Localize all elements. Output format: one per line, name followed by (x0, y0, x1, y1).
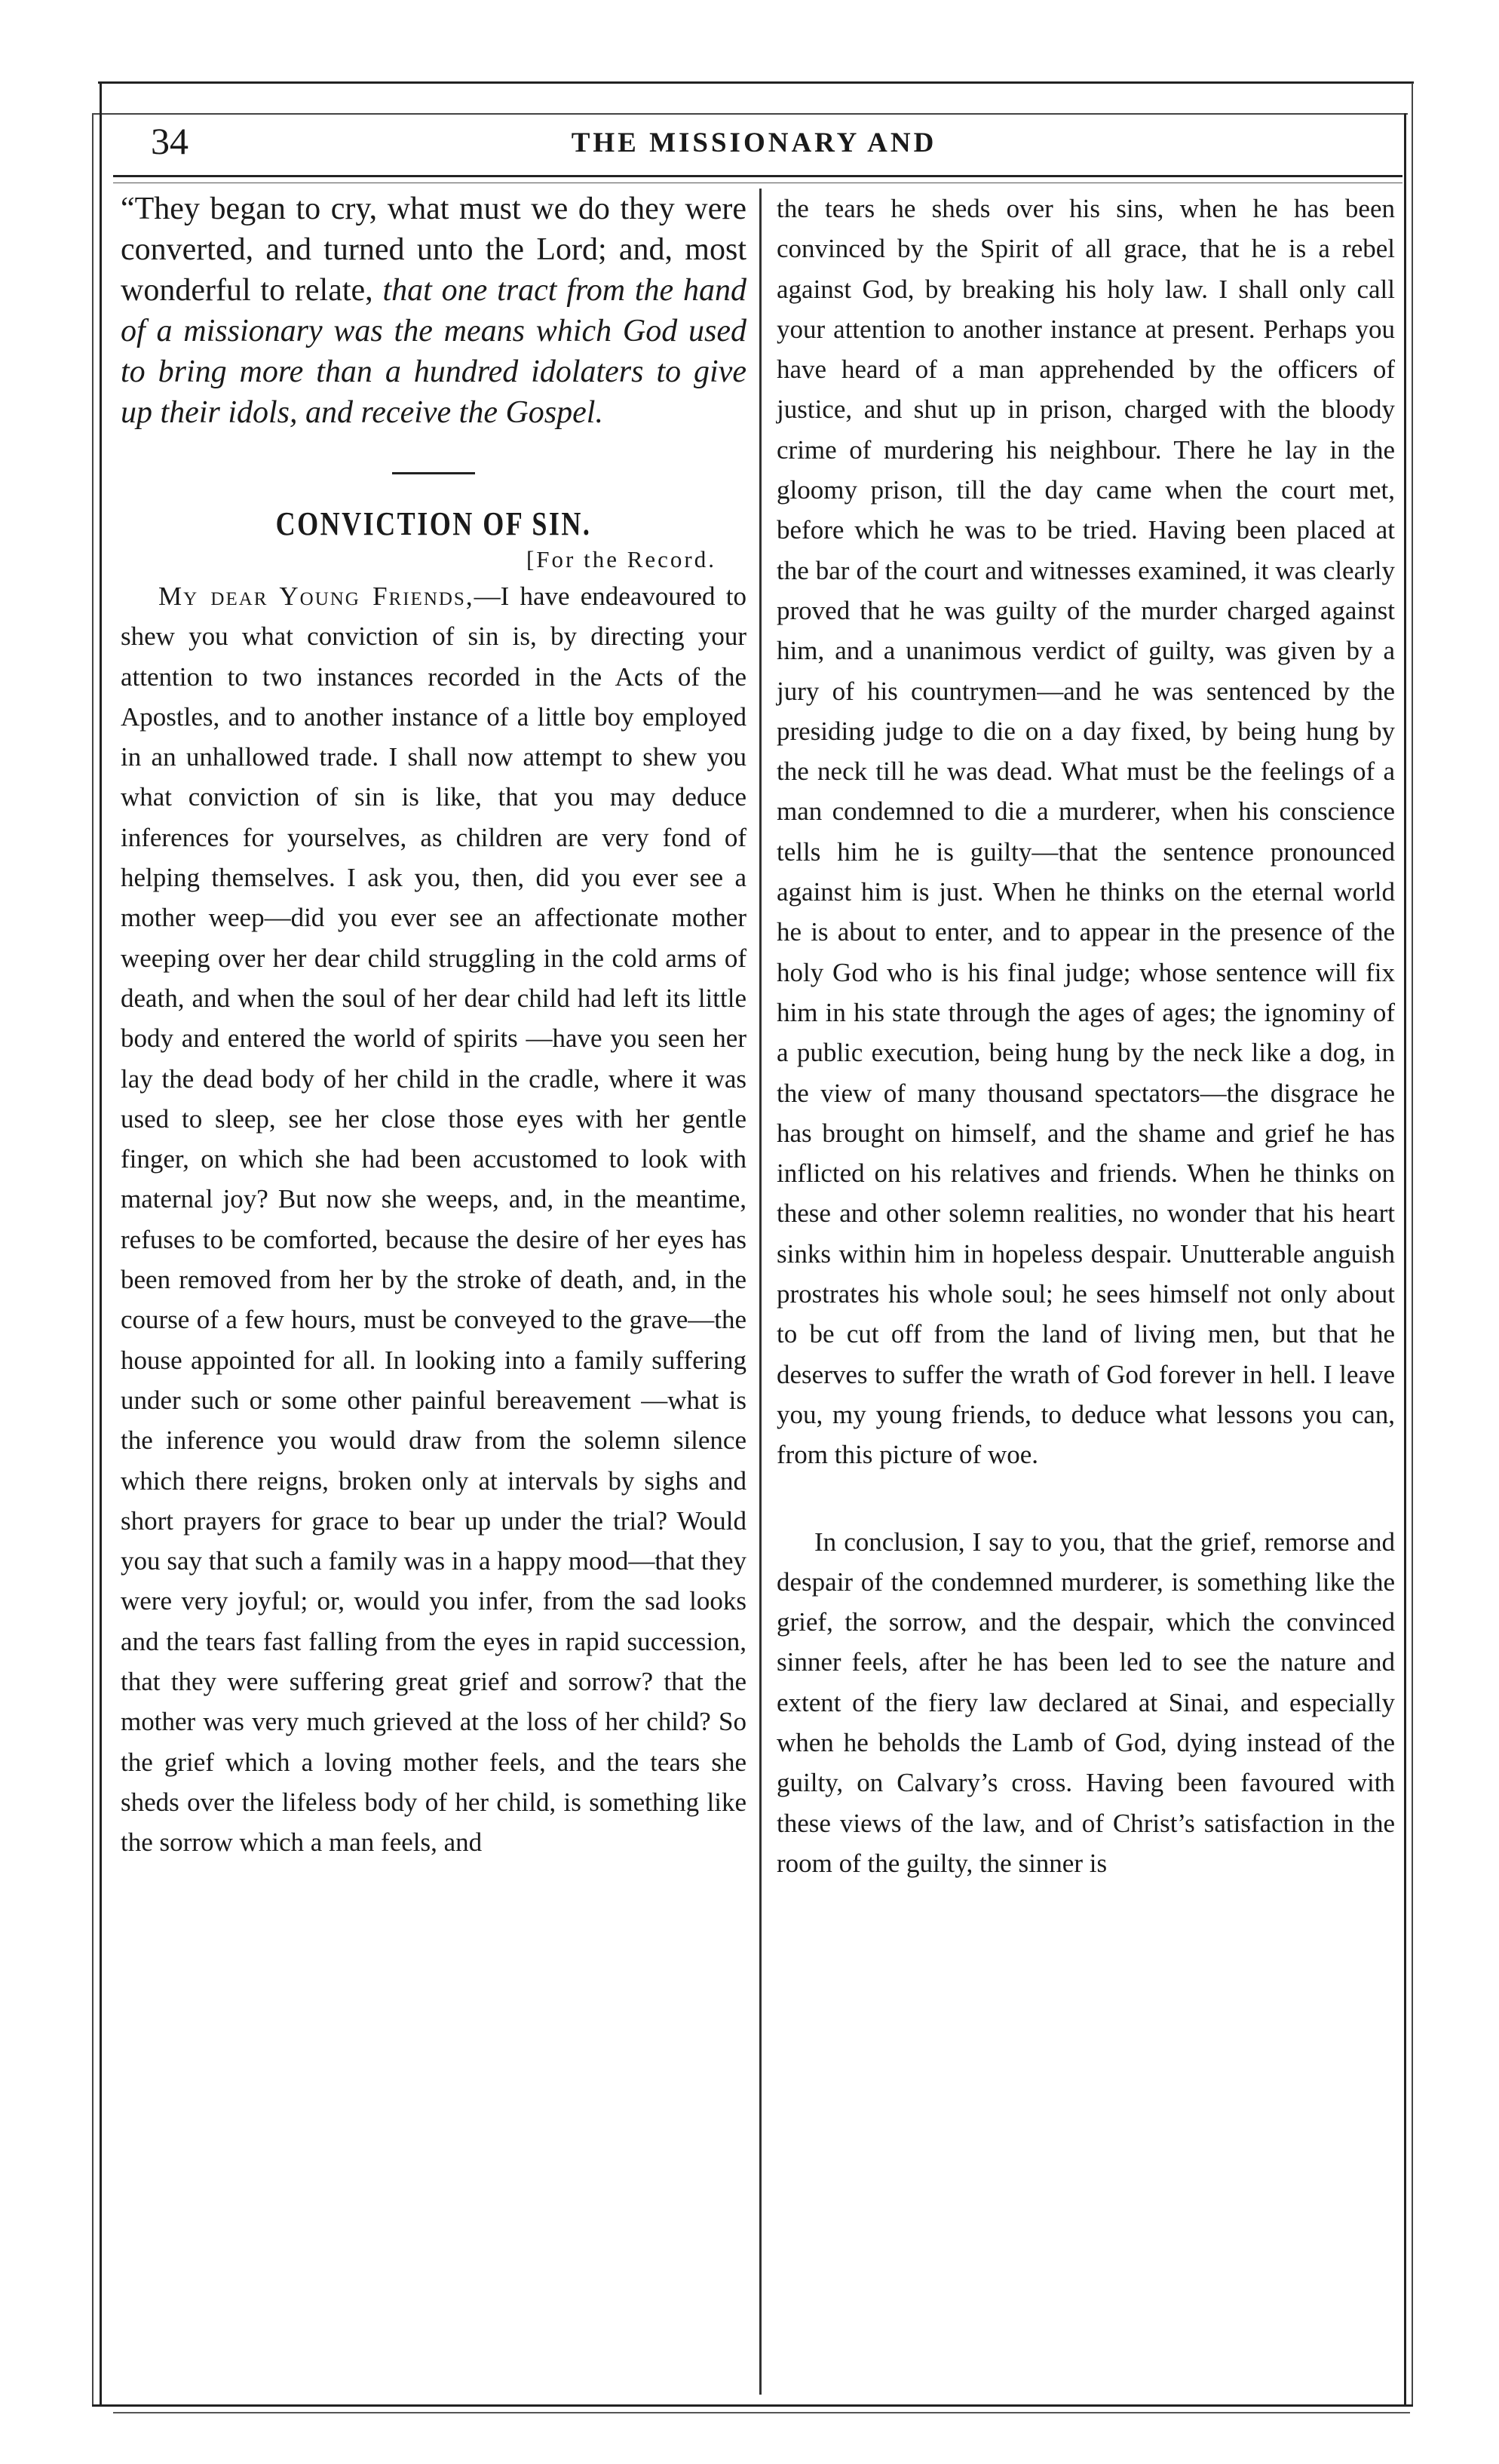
page-border-left-inner (92, 113, 93, 2406)
article-body-right-paragraph-2: In conclusion, I say to you, that the grief, remorse and despair of the condemned murderer, is something like the grief, the sorrow, and the despair, which the convinced sinner feels, after he has been led to see the nature and extent of the fiery law declared at Sinai, and especially when he beholds the Lamb of God, dying instead of the guilty, on Calvary’s cross. Having been favoured with these views of the law, and of Christ’s satisfaction in the room of the guilty, the sinner is (777, 1527, 1395, 1878)
page-border-top (98, 81, 1414, 84)
article-body-right-paragraph-1: the tears he sheds over his sins, when he has been convinced by the Spirit of all grace, that he is a rebel against God, by breaking his holy law. I shall only call your attention to another instance at present. Perhaps you have heard of a man apprehended by the officers of justice, and shut up in prison, charged with the bloody crime of murdering his neighbour. There he lay in the gloomy prison, till the day came when the court met, before which he was to be tried. Having been placed at the bar of the court and witnesses examined, it was clearly proved that he was guilty of the murder charged against him, and a unanimous verdict of guilty, was given by a jury of his countrymen—and he was sentenced by the presiding judge to die on a day fixed, by being hung by the neck till he was dead. What must be the feelings of a man condemned to die a murderer, when his conscience tells him he is guilty—that the sentence pronounced against him is just. When he thinks on the eternal world he is about to enter, and to appear in the presence of the holy God who is his final judge; whose sentence will fix him in his state through the ages of ages; the ignominy of a public execution, being hung by the neck like a dog, in the view of many thousand spectators—the disgrace he has brought on himself, and the shame and grief he has inflicted on his relatives and friends. When he thinks on these and other solemn realities, no wonder that his heart sinks within him in hopeless despair. Unutterable anguish prostrates his whole soul; he sees himself not only about to be cut off from the land of living men, but that he deserves to suffer the wrath of God forever in hell. I leave you, my young friends, to deduce what lessons you can, from this picture of woe. (777, 194, 1395, 1470)
section-divider-rule (392, 472, 475, 474)
left-column (121, 189, 746, 1863)
opening-plain-text: “They began to cry, what must we do they were converted, and turned unto the Lord; and, most wonderful to relate, (121, 192, 746, 308)
page-border-left (100, 83, 102, 2406)
paragraph-gap (777, 1475, 1395, 1522)
salutation: My dear Young Friends, (158, 581, 474, 611)
article-body-left (121, 576, 746, 1863)
page-border-bottom (92, 2404, 1413, 2407)
page-border-bottom-outer (113, 2412, 1410, 2413)
right-column (777, 189, 1395, 1883)
page-border-right-outer (1412, 83, 1413, 2406)
article-title: CONVICTION OF SIN. (275, 505, 592, 542)
page-header (113, 113, 1395, 173)
header-rule (113, 175, 1402, 177)
opening-paragraph (121, 189, 746, 433)
column-divider (759, 189, 762, 2395)
opening-italic-text: that one tract from the hand of a missionary was the means which God used to bring more than a hundred idolaters to give up their idols, and receive the Gospel. (121, 273, 746, 430)
source-attribution: [For the Record. (526, 546, 716, 572)
page-border-right (1404, 113, 1406, 2406)
running-head: THE MISSIONARY AND (571, 127, 937, 158)
body-text-left: —I have endeavoured to shew you what conviction of sin is, by directing your attention to two instances recorded in the Acts of the Apostles, and to another instance of a little boy employed in an unhallowed trade. I shall now attempt to shew you what conviction of sin is like, that you may deduce inferences for yourselves, as children are very fond of helping themselves. I ask you, then, did you ever see a mother weep—did you ever see an affectionate mother weeping over her dear child struggling in the cold arms of death, and when the soul of her dear child had left its little body and entered the world of spirits —have you seen her lay the dead body of her child in the cradle, where it was used to sleep, see her close those eyes with her gentle finger, on which she had been accustomed to look with maternal joy? But now she weeps, and, in the meantime, refuses to be comforted, because the desire of her eyes has been removed from her by the stroke of death, and, in the course of a few hours, must be conveyed to the grave—the house appointed for all. In looking into a family suffering under such or some other painful bereavement —what is the inference you would draw from the solemn silence which there reigns, broken only at intervals by sighs and short prayers for grace to bear up under the trial? Would you say that such a family was in a happy mood—that they were very joyful; or, would you infer, from the sad looks and the tears fast falling from the eyes in rapid succession, that they were suffering great grief and sorrow? that the mother was very much grieved at the loss of her child? So the grief which a loving mother feels, and the tears she sheds over the lifeless body of her child, is something like the sorrow which a man feels, and (121, 581, 747, 1858)
page-number: 34 (151, 120, 189, 162)
